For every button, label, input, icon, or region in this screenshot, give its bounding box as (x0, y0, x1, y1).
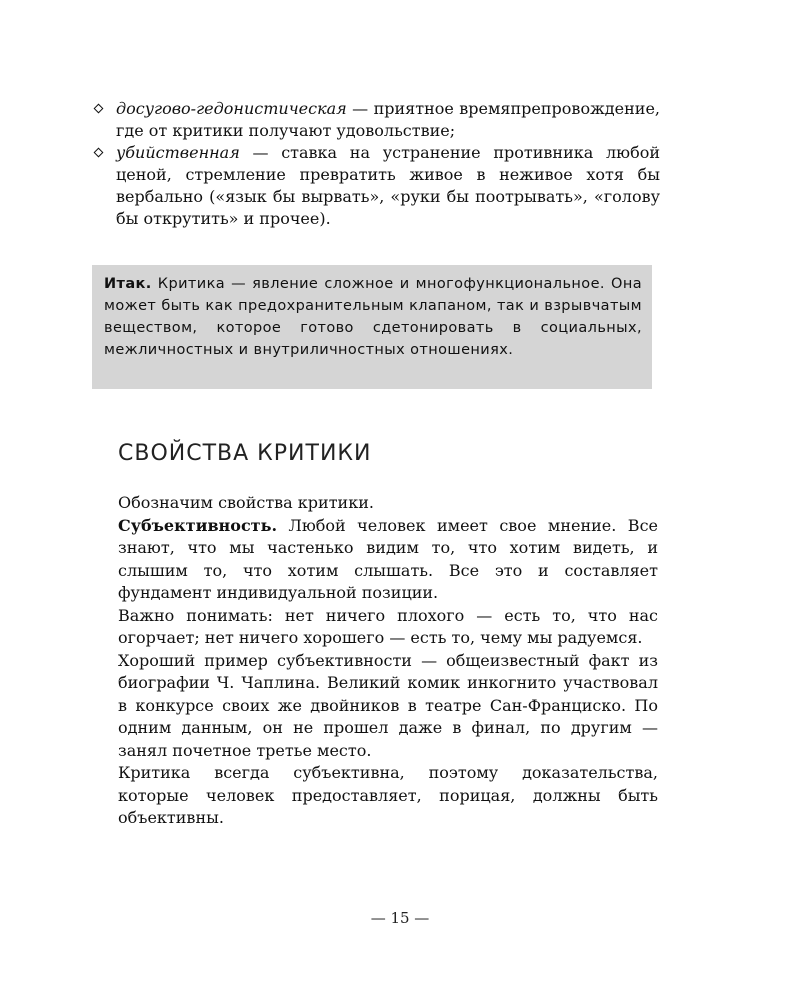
paragraph-text: Критика всегда субъективна, поэтому доказательства, которые человек предоставляет, порицая, должны быть объективны. (118, 763, 658, 827)
list-item-term: досугово-гедонистическая (116, 99, 347, 118)
paragraph (118, 605, 658, 650)
paragraph (118, 492, 658, 515)
body-text (118, 492, 658, 830)
section-title: СВОЙСТВА КРИТИКИ (118, 441, 372, 466)
paragraph-text: Важно понимать: нет ничего плохого — есть то, что нас огорчает; нет ничего хорошего — есть то, чему мы радуемся. (118, 605, 658, 647)
paragraph (118, 515, 658, 605)
list-item-text: — приятное времяпрепровождение, где от критики получают удовольствие; (116, 99, 660, 140)
paragraph-lead: Субъективность. (118, 515, 278, 535)
criticism-types-list (94, 98, 660, 230)
page-number: — 15 — (370, 909, 430, 927)
paragraph-text: Обозначим свойства критики. (118, 493, 374, 512)
list-item-text: — ставка на устранение противника любой ценой, стремление превратить живое в неживое хотя бы вербально («язык бы вырвать», «руки бы поотрывать», «голову бы открутить» и прочее). (116, 143, 660, 228)
summary-box (92, 265, 652, 389)
paragraph-text: Любой человек имеет свое мнение. Все знают, что мы частенько видим то, что хотим видеть, и слышим то, что хотим слышать. Все это и составляет фундамент индивидуальной позиции. (118, 515, 658, 602)
paragraph (118, 762, 658, 830)
paragraph-text: Хороший пример субъективности — общеизвестный факт из биографии Ч. Чаплина. Великий комик инкогнито участвовал в конкурсе своих же двойников в театре Сан-Франциско. По одним данным, он не прошел даже в финал, по другим — занял почетное третье место. (118, 650, 658, 760)
list-item (94, 98, 660, 142)
summary-lead: Итак. (104, 276, 152, 292)
diamond-bullet-icon (94, 148, 104, 158)
paragraph (118, 650, 658, 763)
list-item (94, 142, 660, 230)
list-item-term: убийственная (116, 143, 240, 162)
summary-text: Критика — явление сложное и многофункциональное. Она может быть как предохранительным клапаном, так и взрывчатым веществом, которое готово сдетонировать в социальных, межличностных и внутриличностных отношениях. (104, 276, 642, 358)
diamond-bullet-icon (94, 104, 104, 114)
